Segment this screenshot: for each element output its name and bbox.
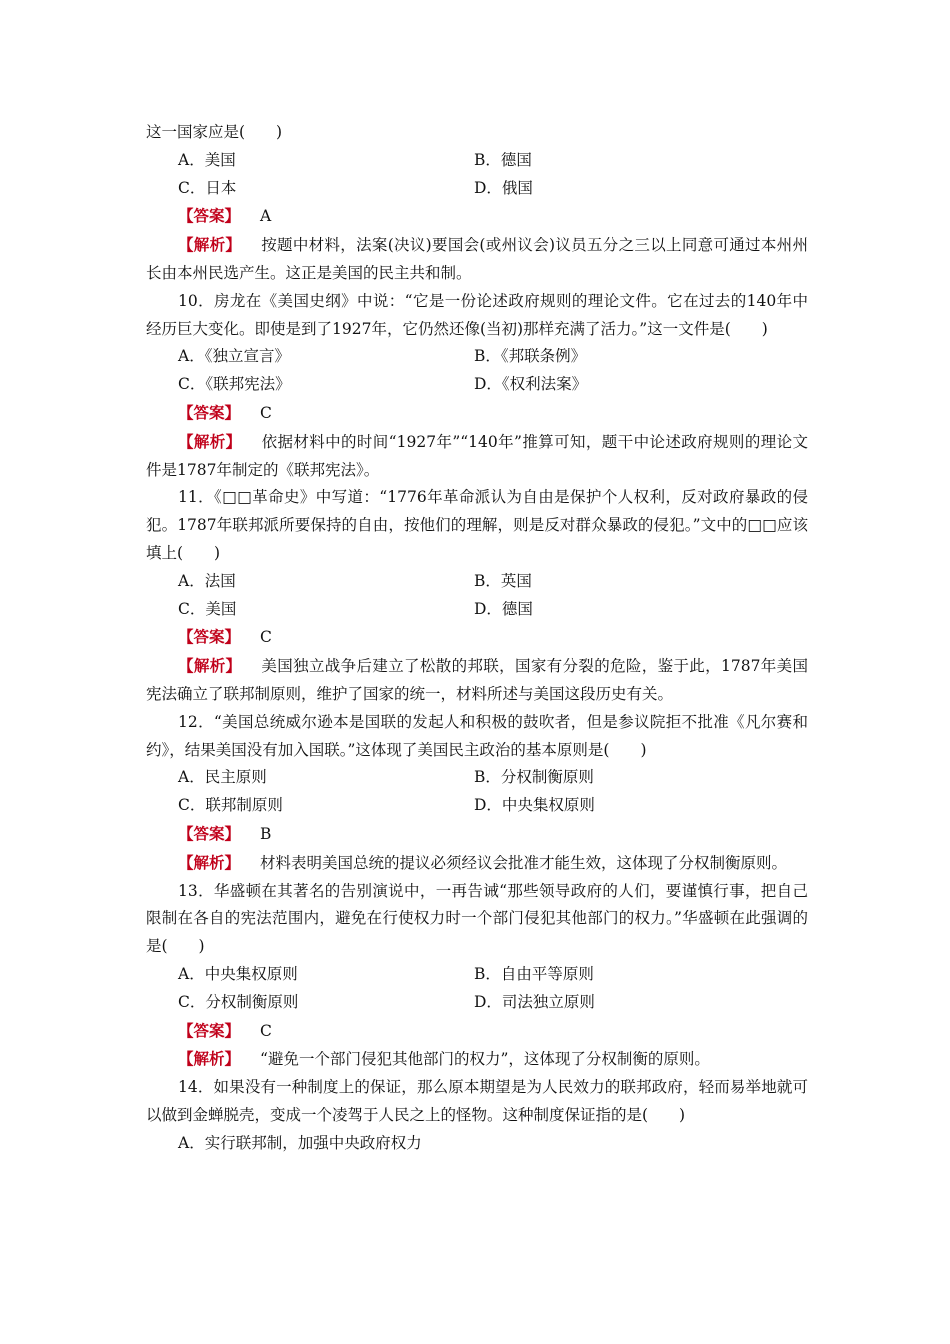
q12-answer: [146, 820, 808, 849]
q9-analysis: [146, 231, 808, 288]
analysis-label: 【解析】: [178, 431, 242, 451]
q13-analysis: [146, 1045, 808, 1074]
q9-option-a: A．美国: [178, 150, 236, 169]
q10-option-b: B．《邦联条例》: [474, 347, 587, 366]
q11-option-c: C．美国: [178, 599, 237, 618]
analysis-text: 依据材料中的时间“1927年”“140年”推算可知，题干中论述政府规则的理论文件是1787年制定的《联邦宪法》。: [146, 432, 808, 479]
q12-option-b: B．分权制衡原则: [474, 768, 594, 787]
q11-analysis: [146, 652, 808, 709]
analysis-label: 【解析】: [178, 852, 241, 872]
q12-option-d: D．中央集权原则: [474, 796, 595, 815]
q12-options-row-2: [146, 792, 808, 820]
q9-answer: [146, 202, 808, 231]
q9-option-d: D．俄国: [474, 178, 533, 197]
answer-value: A: [260, 207, 272, 226]
analysis-label: 【解析】: [178, 235, 242, 255]
q10-option-a: A．《独立宣言》: [178, 347, 290, 366]
answer-label: 【答案】: [178, 627, 241, 647]
answer-value: B: [260, 824, 272, 843]
q9-option-b: B．德国: [474, 150, 532, 169]
q10-answer: [146, 399, 808, 428]
q12-stem: 12．“美国总统威尔逊本是国联的发起人和积极的鼓吹者，但是参议院拒不批准《凡尔赛和约》，结果美国没有加入国联。”这体现了美国民主政治的基本原则是( ): [146, 712, 808, 759]
q12-analysis: [146, 849, 808, 878]
answer-label: 【答案】: [178, 1020, 241, 1040]
q13-option-b: B．自由平等原则: [474, 964, 594, 983]
q12-option-c: C．联邦制原则: [178, 796, 283, 815]
q9-stem-tail: 这一国家应是( ): [146, 123, 283, 141]
q10-option-d: D．《权利法案》: [474, 375, 588, 394]
q13-stem: 13．华盛顿在其著名的告别演说中，一再告诫“那些领导政府的人们，要谨慎行事，把自己限制在各自的宪法范围内，避免在行使权力时一个部门侵犯其他部门的权力。”华盛顿在此强调的是( ): [146, 881, 808, 956]
q13-option-d: D．司法独立原则: [474, 992, 595, 1011]
q13-option-a: A．中央集权原则: [178, 964, 298, 983]
q13-options-row-2: [146, 989, 808, 1017]
q10-stem: 10．房龙在《美国史纲》中说：“它是一份论述政府规则的理论文件。它在过去的140年中经历巨大变化。即使是到了1927年，它仍然还像(当初)那样充满了活力。”这一文件是( ): [146, 291, 808, 338]
analysis-label: 【解析】: [178, 656, 242, 676]
q10-options-row-2: [146, 371, 808, 399]
q12-option-a: A．民主原则: [178, 768, 267, 787]
q11-option-a: A．法国: [178, 571, 236, 590]
q11-option-d: D．德国: [474, 599, 533, 618]
q14-stem: 14．如果没有一种制度上的保证，那么原本期望是为人民效力的联邦政府，轻而易举地就可以做到金蝉脱壳，变成一个凌驾于人民之上的怪物。这种制度保证指的是( ): [146, 1078, 808, 1124]
q14-option-a: A．实行联邦制，加强中央政府权力: [178, 1133, 422, 1152]
q11-options-row-1: [146, 568, 808, 596]
analysis-text: “避免一个部门侵犯其他部门的权力”，这体现了分权制衡的原则。: [260, 1050, 710, 1069]
answer-value: C: [260, 1021, 272, 1040]
q10-analysis: [146, 428, 808, 485]
q13-options-row-1: [146, 961, 808, 989]
analysis-label: 【解析】: [178, 1049, 241, 1069]
q11-answer: [146, 623, 808, 652]
q10-option-c: C．《联邦宪法》: [178, 375, 291, 394]
answer-value: C: [260, 628, 272, 647]
analysis-text: 按题中材料，法案(决议)要国会(或州议会)议员五分之三以上同意可通过本州州长由本州民选产生。这正是美国的民主共和制。: [146, 236, 808, 282]
q11-stem: 11．《□□革命史》中写道：“1776年革命派认为自由是保护个人权利，反对政府暴政的侵犯。1787年联邦派所要保持的自由，按他们的理解，则是反对群众暴政的侵犯。”文中的□□应该填上( ): [146, 488, 808, 562]
q10-options-row-1: [146, 343, 808, 371]
page-content: [146, 119, 808, 1157]
answer-label: 【答案】: [178, 402, 241, 422]
q12-options-row-1: [146, 764, 808, 792]
q9-option-c: C．日本: [178, 178, 237, 197]
q11-option-b: B．英国: [474, 571, 532, 590]
q13-answer: [146, 1017, 808, 1046]
answer-value: C: [260, 403, 272, 422]
q9-options-row-2: [146, 175, 808, 203]
q13-option-c: C．分权制衡原则: [178, 992, 299, 1011]
answer-label: 【答案】: [178, 206, 241, 226]
q9-options-row-1: [146, 147, 808, 175]
q11-options-row-2: [146, 596, 808, 624]
answer-label: 【答案】: [178, 823, 241, 843]
analysis-text: 材料表明美国总统的提议必须经议会批准才能生效，这体现了分权制衡原则。: [260, 853, 788, 872]
q14-options-row-1: [146, 1130, 808, 1158]
analysis-text: 美国独立战争后建立了松散的邦联，国家有分裂的危险，鉴于此，1787年美国宪法确立了联邦制原则，维护了国家的统一，材料所述与美国这段历史有关。: [146, 657, 808, 703]
